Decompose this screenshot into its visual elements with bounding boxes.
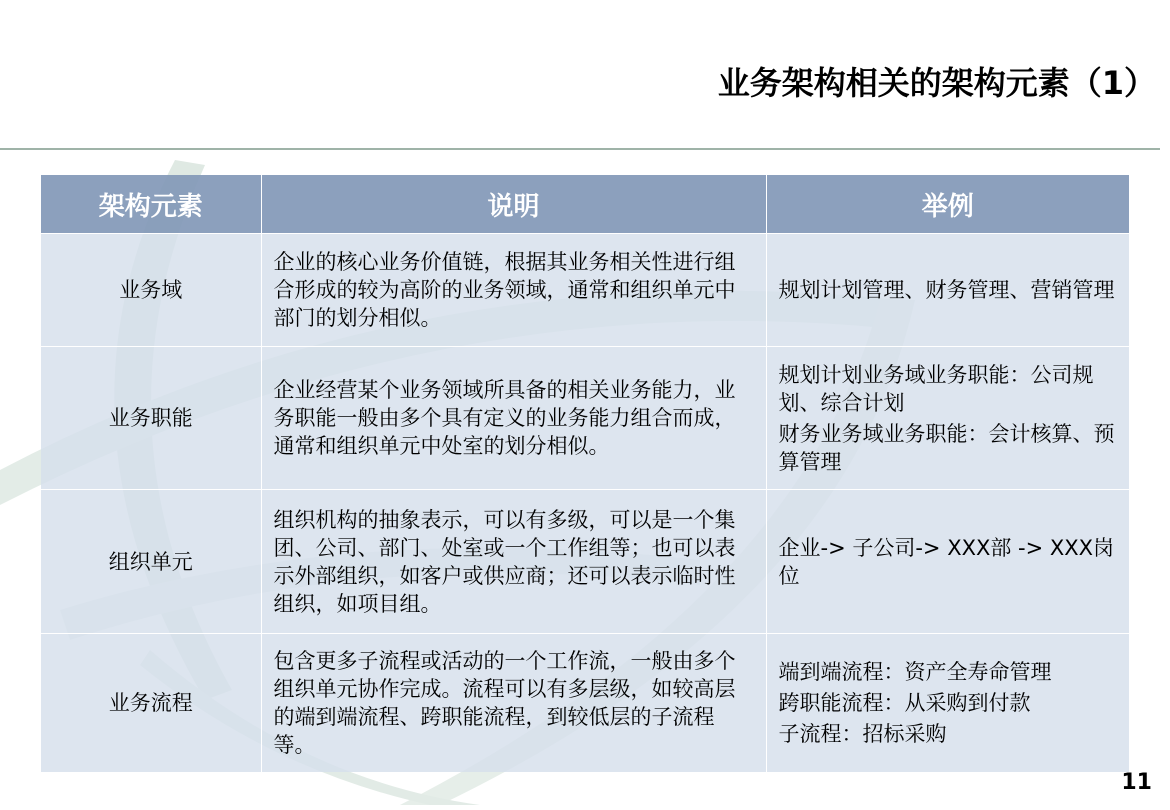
table-row — [41, 234, 1129, 347]
element-name: 业务流程 — [41, 634, 261, 772]
header-element: 架构元素 — [41, 175, 261, 234]
element-description: 企业经营某个业务领域所具备的相关业务能力，业务职能一般由多个具有定义的业务能力组合而成，通常和组织单元中处室的划分相似。 — [261, 347, 766, 490]
table-row — [41, 347, 1129, 490]
table-row — [41, 634, 1129, 772]
page-number: 11 — [1121, 770, 1152, 795]
element-name: 业务职能 — [41, 347, 261, 490]
example-line: 规划计划管理、财务管理、营销管理 — [778, 278, 1115, 302]
title-divider — [0, 148, 1160, 150]
element-examples — [766, 234, 1129, 347]
element-examples — [766, 634, 1129, 772]
slide-title: 业务架构相关的架构元素（1） — [717, 64, 1156, 102]
architecture-elements-table — [41, 175, 1129, 772]
example-line: 企业-> 子公司-> XXX部 -> XXX岗位 — [778, 535, 1115, 588]
example-line: 财务业务域业务职能：会计核算、预算管理 — [778, 421, 1115, 474]
element-description: 组织机构的抽象表示，可以有多级，可以是一个集团、公司、部门、处室或一个工作组等；也可以表示外部组织，如客户或供应商；还可以表示临时性组织，如项目组。 — [261, 490, 766, 634]
header-description: 说明 — [261, 175, 766, 234]
element-name: 业务域 — [41, 234, 261, 347]
example-line: 跨职能流程：从采购到付款 — [778, 690, 1031, 715]
element-description: 企业的核心业务价值链，根据其业务相关性进行组合形成的较为高阶的业务领域，通常和组织单元中部门的划分相似。 — [261, 234, 766, 347]
example-line: 子流程：招标采购 — [778, 721, 947, 746]
element-description: 包含更多子流程或活动的一个工作流，一般由多个组织单元协作完成。流程可以有多层级，如较高层的端到端流程、跨职能流程，到较低层的子流程等。 — [261, 634, 766, 772]
table-row — [41, 490, 1129, 634]
example-line: 规划计划业务域业务职能：公司规划、综合计划 — [778, 362, 1094, 415]
element-examples — [766, 490, 1129, 634]
element-name: 组织单元 — [41, 490, 261, 634]
header-example: 举例 — [766, 175, 1129, 234]
element-examples — [766, 347, 1129, 490]
example-line: 端到端流程：资产全寿命管理 — [778, 659, 1052, 684]
table-header-row — [41, 175, 1129, 234]
